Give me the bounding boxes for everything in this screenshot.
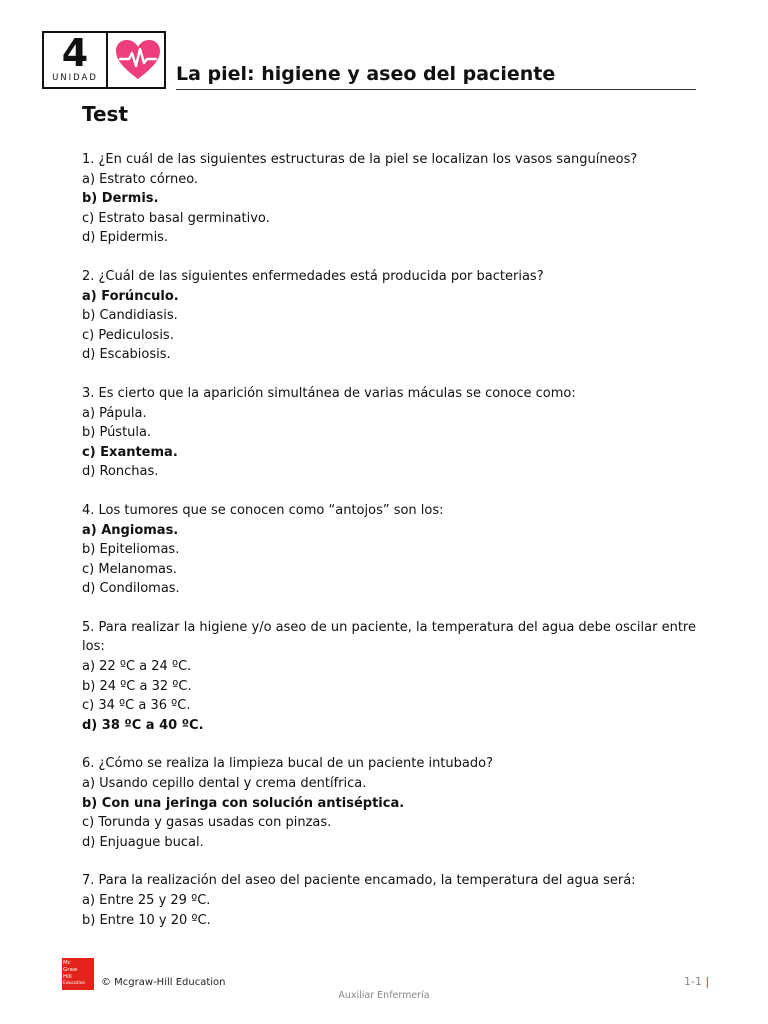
page-number (684, 975, 709, 989)
answer-option: d) Epidermis. (82, 230, 169, 246)
answer-option: c) 34 ºC a 36 ºC. (82, 698, 191, 714)
unit-label: UNIDAD (52, 73, 98, 83)
answer-option: a) Pápula. (82, 405, 147, 421)
question-2 (82, 267, 722, 365)
answer-option-correct: b) Dermis. (82, 191, 159, 207)
section-heading: Test (82, 102, 129, 126)
page-number-text: 1-1 (684, 975, 702, 988)
answer-option: d) Ronchas. (82, 464, 159, 480)
question-text: 5. Para realizar la higiene y/o aseo de un paciente, la temperatura del agua debe oscilar entre los: (82, 619, 696, 655)
unit-number: 4 (61, 31, 89, 75)
question-text: 1. ¿En cuál de las siguientes estructuras de la piel se localizan los vasos sanguíneos? (82, 152, 638, 167)
question-1 (82, 150, 722, 248)
logo-line: Mc (63, 960, 71, 966)
heart-pulse-icon (114, 37, 162, 83)
logo-line: Hill (63, 974, 72, 980)
answer-option: b) Candidiasis. (82, 308, 178, 324)
answer-option: d) Escabiosis. (82, 347, 171, 363)
unit-divider (106, 33, 108, 87)
copyright-text: © Mcgraw-Hill Education (101, 977, 226, 988)
answer-option: c) Torunda y gasas usadas con pinzas. (82, 815, 332, 831)
logo-line: Education (63, 981, 86, 986)
answer-option: a) Entre 25 y 29 ºC. (82, 893, 211, 908)
question-text: 3. Es cierto que la aparición simultánea de varias máculas se conoce como: (82, 385, 576, 401)
answer-option-correct: d) 38 ºC a 40 ºC. (82, 717, 204, 733)
page-title: La piel: higiene y aseo del paciente (176, 63, 556, 85)
question-4 (82, 501, 722, 599)
title-divider (176, 89, 696, 90)
page-bar: | (705, 975, 710, 988)
unit-badge (42, 31, 166, 89)
question-text: 6. ¿Cómo se realiza la limpieza bucal de un paciente intubado? (82, 756, 493, 772)
question-text: 4. Los tumores que se conocen como “antojos” son los: (82, 502, 444, 518)
question-5 (82, 618, 722, 736)
answer-option-correct: b) Con una jeringa con solución antiséptica. (82, 795, 405, 811)
answer-option: c) Pediculosis. (82, 327, 174, 343)
unit-number-cell (44, 33, 106, 87)
question-text: 2. ¿Cuál de las siguientes enfermedades está producida por bacterias? (82, 268, 544, 284)
logo-line: Graw (63, 967, 78, 973)
question-3 (82, 384, 722, 482)
answer-option-correct: a) Angiomas. (82, 522, 179, 538)
answer-option: c) Melanomas. (82, 561, 177, 577)
answer-option: b) Epiteliomas. (82, 542, 180, 558)
mcgraw-hill-logo (62, 958, 94, 990)
answer-option: b) 24 ºC a 32 ºC. (82, 678, 192, 694)
answer-option: d) Condilomas. (82, 581, 180, 597)
answer-option: a) 22 ºC a 24 ºC. (82, 659, 192, 675)
answer-option: c) Estrato basal germinativo. (82, 210, 270, 226)
answer-option: a) Usando cepillo dental y crema dentífrica. (82, 776, 367, 792)
answer-option: b) Entre 10 y 20 ºC. (82, 912, 211, 928)
question-text: 7. Para la realización del aseo del paciente encamado, la temperatura del agua será: (82, 873, 636, 889)
footer-subtitle: Auxiliar Enfermería (338, 990, 430, 1001)
answer-option-correct: a) Forúnculo. (82, 288, 179, 304)
answer-option: d) Enjuague bucal. (82, 834, 204, 850)
question-7 (82, 871, 722, 930)
question-list (82, 150, 722, 949)
answer-option: b) Pústula. (82, 425, 152, 441)
answer-option-correct: c) Exantema. (82, 444, 178, 460)
question-6 (82, 754, 722, 852)
answer-option: a) Estrato córneo. (82, 171, 199, 187)
